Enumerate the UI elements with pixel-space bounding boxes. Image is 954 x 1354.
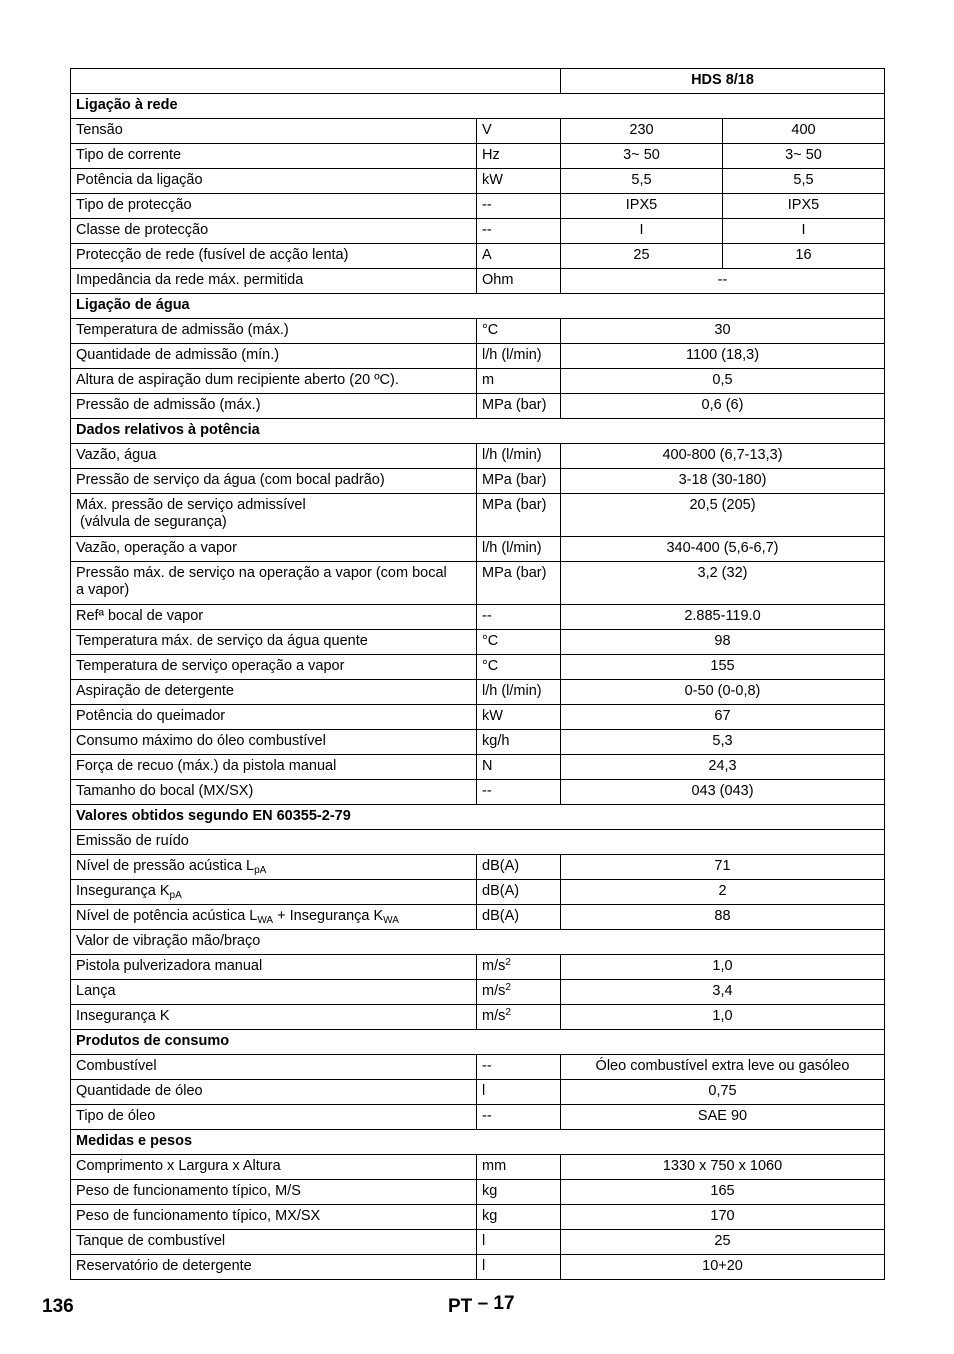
row-label [71,705,477,730]
row-unit [477,144,561,169]
row-unit-text: m [482,372,495,388]
page-number: 136 [42,1296,74,1317]
row-label-text: Nível de pressão acústica L [76,858,255,874]
row-unit [477,319,561,344]
row-label-text: Potência do queimador [76,708,226,724]
row-unit-text: -- [482,608,492,624]
row-unit-text: °C [482,633,499,649]
table-row [71,1155,885,1180]
row-unit-text: N [482,758,493,774]
row-unit [477,1205,561,1230]
row-unit-text: -- [482,1058,492,1074]
row-label-subscript: pA [169,890,182,901]
row-unit [477,1005,561,1030]
row-label [71,269,477,294]
row-value-400v: 5,5 [723,169,885,194]
row-unit-text: A [482,247,492,263]
row-label [71,880,477,905]
row-label-text: Tipo de protecção [76,197,192,213]
row-value-400v: 3~ 50 [723,144,885,169]
row-value-230v: 25 [561,244,723,269]
row-label [71,219,477,244]
row-label [71,755,477,780]
row-value: 155 [561,655,885,680]
row-unit [477,537,561,562]
row-unit [477,369,561,394]
row-unit-text: l [482,1258,486,1274]
row-label [71,955,477,980]
section-title: Ligação de água [71,294,885,319]
row-unit-text: kg [482,1183,498,1199]
row-label-text: Temperatura de serviço operação a vapor [76,658,345,674]
row-unit [477,1230,561,1255]
row-value: 0,6 (6) [561,394,885,419]
table-row [71,1255,885,1280]
model-header: HDS 8/18 [561,69,885,94]
row-label-subscript: pA [254,865,267,876]
row-unit [477,1080,561,1105]
row-value: 25 [561,1230,885,1255]
section-title: Ligação à rede [71,94,885,119]
row-label [71,680,477,705]
row-unit [477,494,561,537]
row-label [71,1105,477,1130]
row-unit-text: dB(A) [482,858,520,874]
row-unit-text: l/h (l/min) [482,683,542,699]
row-value-400v: 16 [723,244,885,269]
row-unit [477,562,561,605]
row-label-text: Impedância da rede máx. permitida [76,272,304,288]
row-value: SAE 90 [561,1105,885,1130]
row-label-text: Reservatório de detergente [76,1258,252,1274]
row-value: 0,5 [561,369,885,394]
subsection-label: Emissão de ruído [71,830,885,855]
row-label [71,169,477,194]
table-row [71,169,885,194]
row-unit [477,119,561,144]
row-unit-text: °C [482,658,499,674]
row-unit-text: mm [482,1158,507,1174]
table-row [71,144,885,169]
table-row [71,194,885,219]
row-unit [477,680,561,705]
row-value: 2 [561,880,885,905]
row-label-line-2: a vapor) [76,582,130,598]
table-row [71,369,885,394]
table-row [71,630,885,655]
table-row [71,537,885,562]
table-row [71,905,885,930]
row-label-text: Lança [76,983,116,999]
row-label [71,780,477,805]
row-value: 0,75 [561,1080,885,1105]
row-label-text: Comprimento x Largura x Altura [76,1158,281,1174]
section-header-row [71,94,885,119]
row-unit [477,194,561,219]
row-unit-superscript: 2 [505,982,511,993]
row-unit-text: m/s [482,983,506,999]
row-label-text: Potência da ligação [76,172,203,188]
row-value-400v: 400 [723,119,885,144]
row-unit [477,1255,561,1280]
row-unit-text: -- [482,1108,492,1124]
row-unit-text: Ohm [482,272,514,288]
row-label-text: Peso de funcionamento típico, M/S [76,1183,301,1199]
row-label-text: Combustível [76,1058,157,1074]
row-label [71,605,477,630]
row-unit-text: MPa (bar) [482,497,547,513]
row-value-230v: 3~ 50 [561,144,723,169]
row-label [71,1180,477,1205]
row-label-text: Vazão, água [76,447,157,463]
table-row [71,930,885,955]
row-label-text: Quantidade de admissão (mín.) [76,347,280,363]
spec-table-body [71,69,885,1280]
section-header-row [71,294,885,319]
row-value: 0-50 (0-0,8) [561,680,885,705]
table-row [71,855,885,880]
row-label-text: Vazão, operação a vapor [76,540,237,556]
row-unit-text: V [482,122,492,138]
table-row [71,1055,885,1080]
row-label-text: Temperatura máx. de serviço da água quente [76,633,368,649]
row-unit-text: °C [482,322,499,338]
row-label-text: Temperatura de admissão (máx.) [76,322,289,338]
header-empty-cell [71,69,561,94]
row-unit [477,980,561,1005]
row-unit-text: kW [482,172,503,188]
row-label-text: Aspiração de detergente [76,683,234,699]
footer-lang [448,1293,515,1318]
row-value: 165 [561,1180,885,1205]
row-unit-text: dB(A) [482,908,520,924]
row-unit-text: MPa (bar) [482,397,547,413]
table-row [71,219,885,244]
row-label [71,730,477,755]
row-unit [477,344,561,369]
row-label [71,1155,477,1180]
row-unit [477,605,561,630]
section-header-row [71,805,885,830]
row-label-text: Nível de potência acústica L [76,908,258,924]
table-row [71,605,885,630]
row-unit-text: l/h (l/min) [482,447,542,463]
row-label-subscript-2: WA [383,915,399,926]
row-value-230v: 5,5 [561,169,723,194]
row-unit [477,1180,561,1205]
row-label [71,655,477,680]
row-unit-text: kg/h [482,733,510,749]
row-label [71,1230,477,1255]
spec-table [70,68,885,1280]
row-unit-text: -- [482,222,492,238]
section-title: Produtos de consumo [71,1030,885,1055]
row-unit [477,755,561,780]
row-value: 400-800 (6,7-13,3) [561,444,885,469]
row-label [71,1055,477,1080]
table-row [71,1080,885,1105]
row-label [71,562,477,605]
row-unit [477,655,561,680]
row-label [71,905,477,930]
row-label [71,319,477,344]
table-row [71,269,885,294]
row-label-text: Pistola pulverizadora manual [76,958,263,974]
row-value: -- [561,269,885,294]
row-label-text: Consumo máximo do óleo combustível [76,733,326,749]
row-label [71,144,477,169]
row-value: 3,2 (32) [561,562,885,605]
row-unit [477,1155,561,1180]
row-label-text: Pressão máx. de serviço na operação a vapor (com bocal [76,565,447,581]
row-unit [477,1055,561,1080]
footer-section-page: – 17 [477,1293,515,1314]
row-value-400v: I [723,219,885,244]
table-row [71,980,885,1005]
table-row [71,244,885,269]
row-label-text: Peso de funcionamento típico, MX/SX [76,1208,321,1224]
table-row [71,755,885,780]
row-unit-text: m/s [482,1008,506,1024]
row-value: 24,3 [561,755,885,780]
row-unit [477,244,561,269]
row-value-400v: IPX5 [723,194,885,219]
row-label-line-2: (válvula de segurança) [76,514,227,530]
row-label-text: Pressão de serviço da água (com bocal padrão) [76,472,385,488]
row-label [71,119,477,144]
table-header-row [71,69,885,94]
row-label [71,469,477,494]
row-unit-text: l/h (l/min) [482,347,542,363]
row-value: 3,4 [561,980,885,1005]
row-value: 043 (043) [561,780,885,805]
row-value: 98 [561,630,885,655]
row-label [71,444,477,469]
row-unit [477,880,561,905]
row-value: 1,0 [561,1005,885,1030]
section-header-row [71,419,885,444]
row-unit [477,905,561,930]
row-label [71,1255,477,1280]
row-label [71,980,477,1005]
row-label-text: Tensão [76,122,123,138]
table-row [71,780,885,805]
row-label-text: Quantidade de óleo [76,1083,203,1099]
row-unit-text: kg [482,1208,498,1224]
table-row [71,680,885,705]
row-unit-text: MPa (bar) [482,565,547,581]
row-unit [477,955,561,980]
footer-lang-code: PT [448,1296,473,1317]
subsection-label: Valor de vibração mão/braço [71,930,885,955]
row-value: 1,0 [561,955,885,980]
row-unit [477,730,561,755]
row-label [71,244,477,269]
row-label [71,194,477,219]
row-unit [477,705,561,730]
row-label [71,1080,477,1105]
row-value-230v: IPX5 [561,194,723,219]
row-unit-superscript: 2 [505,1007,511,1018]
table-row [71,655,885,680]
table-row [71,1230,885,1255]
row-label-text: Refª bocal de vapor [76,608,204,624]
table-row [71,705,885,730]
row-unit [477,394,561,419]
row-value: 88 [561,905,885,930]
row-unit-text: m/s [482,958,506,974]
row-unit-text: MPa (bar) [482,472,547,488]
table-row [71,1105,885,1130]
row-value: 10+20 [561,1255,885,1280]
row-unit [477,1105,561,1130]
row-unit-text: -- [482,197,492,213]
table-row [71,1205,885,1230]
row-unit-text: Hz [482,147,500,163]
row-label-text: Pressão de admissão (máx.) [76,397,261,413]
row-unit-text: dB(A) [482,883,520,899]
table-row [71,119,885,144]
table-row [71,394,885,419]
row-label-text: Altura de aspiração dum recipiente aberto (20 ºC). [76,372,399,388]
table-row [71,444,885,469]
row-unit [477,444,561,469]
row-value: 30 [561,319,885,344]
row-value: 5,3 [561,730,885,755]
row-unit [477,469,561,494]
row-label-text: Força de recuo (máx.) da pistola manual [76,758,337,774]
table-row [71,880,885,905]
table-row [71,562,885,605]
table-row [71,730,885,755]
table-row [71,344,885,369]
table-row [71,319,885,344]
row-label [71,537,477,562]
row-label [71,494,477,537]
row-unit [477,855,561,880]
table-row [71,1180,885,1205]
row-value: 2.885-119.0 [561,605,885,630]
row-label-subscript: WA [257,915,274,926]
section-header-row [71,1130,885,1155]
row-label [71,369,477,394]
row-label [71,855,477,880]
row-label-text: Insegurança K [76,883,170,899]
row-label-text: Insegurança K [76,1008,170,1024]
row-value: 1100 (18,3) [561,344,885,369]
row-label [71,630,477,655]
row-unit-text: -- [482,783,492,799]
row-label [71,1005,477,1030]
row-value-230v: I [561,219,723,244]
row-label [71,394,477,419]
row-unit-superscript: 2 [505,957,511,968]
row-value: 67 [561,705,885,730]
row-unit-text: l [482,1233,486,1249]
section-title: Dados relativos à potência [71,419,885,444]
row-value: 20,5 (205) [561,494,885,537]
row-value: 1330 x 750 x 1060 [561,1155,885,1180]
row-label-text: Tipo de corrente [76,147,182,163]
row-unit-text: l/h (l/min) [482,540,542,556]
row-label-text: Tanque de combustível [76,1233,226,1249]
row-unit [477,780,561,805]
table-row [71,830,885,855]
row-label-text: Tamanho do bocal (MX/SX) [76,783,254,799]
table-row [71,469,885,494]
row-label-text: Protecção de rede (fusível de acção lenta) [76,247,349,263]
table-row [71,494,885,537]
row-label-tail: + Insegurança K [273,908,384,924]
row-label [71,344,477,369]
row-unit-text: l [482,1083,486,1099]
row-unit [477,630,561,655]
table-row [71,955,885,980]
row-label-text: Classe de protecção [76,222,209,238]
section-title: Medidas e pesos [71,1130,885,1155]
section-header-row [71,1030,885,1055]
row-unit [477,269,561,294]
row-label-text: Tipo de óleo [76,1108,156,1124]
row-value: Óleo combustível extra leve ou gasóleo [561,1055,885,1080]
table-row [71,1005,885,1030]
section-title: Valores obtidos segundo EN 60355-2-79 [71,805,885,830]
row-value: 71 [561,855,885,880]
row-unit [477,169,561,194]
row-value: 340-400 (5,6-6,7) [561,537,885,562]
row-value-230v: 230 [561,119,723,144]
row-value: 170 [561,1205,885,1230]
row-unit-text: kW [482,708,503,724]
row-unit [477,219,561,244]
row-label-text: Máx. pressão de serviço admissível [76,497,306,513]
row-label [71,1205,477,1230]
row-value: 3-18 (30-180) [561,469,885,494]
